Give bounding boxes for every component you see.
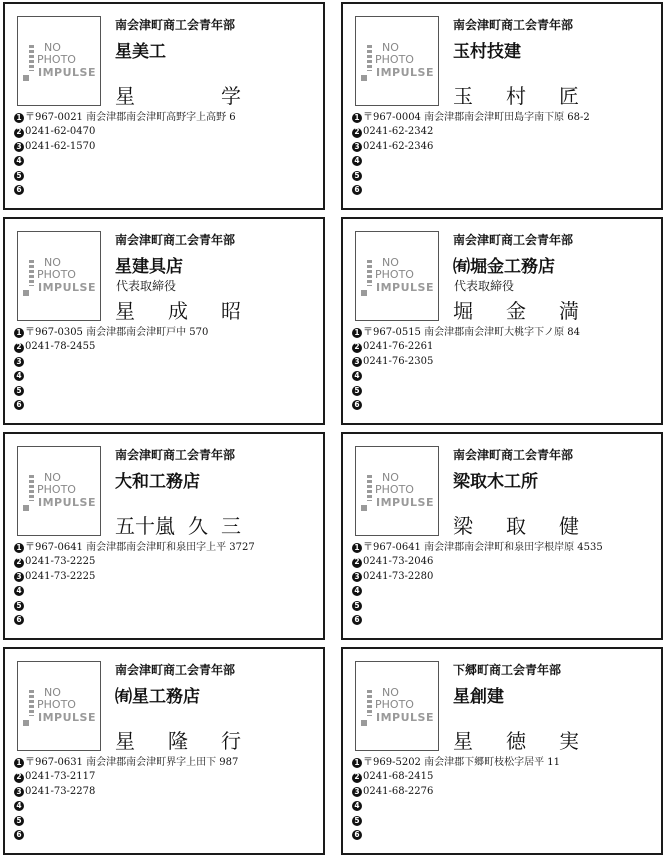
info-line-text: 0241-73-2046 bbox=[363, 556, 434, 568]
info-line bbox=[14, 584, 319, 598]
line-number-badge: 2 bbox=[14, 343, 24, 353]
business-card bbox=[3, 217, 325, 425]
info-line bbox=[14, 770, 319, 784]
person-name-part: 昭 bbox=[221, 298, 241, 323]
person-name-part: 玉 bbox=[453, 83, 473, 108]
line-number-badge: 3 bbox=[14, 142, 24, 152]
person-name-part: 星 bbox=[115, 298, 135, 323]
person-name-part: 健 bbox=[559, 513, 579, 538]
info-line bbox=[352, 814, 657, 828]
info-line-text: 0241-62-2346 bbox=[363, 140, 434, 152]
association-name: 南会津町商工会青年部 bbox=[115, 663, 236, 677]
info-line bbox=[14, 125, 319, 139]
info-line bbox=[352, 584, 657, 598]
line-number-badge: 1 bbox=[352, 543, 362, 553]
no-photo-placeholder bbox=[17, 231, 101, 321]
line-number-badge: 5 bbox=[352, 601, 362, 611]
impulse-logo-icon bbox=[23, 505, 29, 511]
info-line-text: 0241-73-2278 bbox=[25, 785, 96, 797]
person-name bbox=[115, 511, 241, 537]
info-line-text: 〒967-0631 南会津郡南会津町界字上田下 987 bbox=[25, 757, 239, 768]
person-name-part: 村 bbox=[506, 83, 526, 108]
no-photo-placeholder bbox=[17, 446, 101, 536]
person-name-part: 実 bbox=[559, 728, 579, 753]
info-line bbox=[14, 799, 319, 813]
placeholder-logo-text: IMPULSE bbox=[376, 711, 434, 724]
info-line-text: 0241-62-0470 bbox=[25, 126, 96, 138]
info-line-text: 0241-73-2117 bbox=[25, 771, 96, 783]
line-number-badge: 4 bbox=[14, 371, 24, 381]
line-number-badge: 2 bbox=[14, 773, 24, 783]
business-card bbox=[341, 647, 663, 855]
line-number-badge: 6 bbox=[14, 830, 24, 840]
line-number-badge: 4 bbox=[14, 156, 24, 166]
person-name-part: 梁 bbox=[453, 513, 473, 538]
line-number-badge: 4 bbox=[352, 156, 362, 166]
company-name: 星創建 bbox=[453, 687, 504, 707]
placeholder-text: NO bbox=[382, 41, 399, 54]
placeholder-text: NO bbox=[44, 471, 61, 484]
line-number-badge: 6 bbox=[14, 185, 24, 195]
person-name-part: 徳 bbox=[506, 728, 526, 753]
info-line bbox=[352, 140, 657, 154]
company-name: 梁取木工所 bbox=[453, 472, 538, 492]
info-line-text: 〒969-5202 南会津郡下郷町枝松字居平 11 bbox=[363, 757, 560, 768]
person-name-part: 成 bbox=[168, 298, 188, 323]
info-line bbox=[14, 814, 319, 828]
info-line bbox=[14, 384, 319, 398]
placeholder-logo-text: IMPULSE bbox=[38, 711, 96, 724]
person-name bbox=[115, 726, 241, 752]
info-line bbox=[14, 555, 319, 569]
line-number-badge: 3 bbox=[352, 787, 362, 797]
info-line-text: 0241-78-2455 bbox=[25, 341, 96, 353]
info-line bbox=[14, 183, 319, 197]
business-card bbox=[341, 432, 663, 640]
person-name-part: 行 bbox=[221, 728, 241, 753]
line-number-badge: 1 bbox=[352, 758, 362, 768]
placeholder-text: PHOTO bbox=[37, 698, 76, 711]
person-name-part: 堀 bbox=[453, 298, 473, 323]
placeholder-text: PHOTO bbox=[375, 53, 414, 66]
person-name-part: 三 bbox=[221, 513, 241, 538]
info-line bbox=[352, 340, 657, 354]
impulse-logo-icon bbox=[367, 45, 372, 71]
impulse-logo-icon bbox=[23, 290, 29, 296]
contact-info bbox=[352, 111, 657, 197]
impulse-logo-icon bbox=[29, 475, 34, 501]
line-number-badge: 3 bbox=[352, 357, 362, 367]
line-number-badge: 4 bbox=[14, 801, 24, 811]
no-photo-placeholder bbox=[17, 661, 101, 751]
info-line bbox=[352, 154, 657, 168]
info-line-text: 0241-68-2415 bbox=[363, 771, 434, 783]
person-name-part: 満 bbox=[559, 298, 579, 323]
line-number-badge: 5 bbox=[14, 171, 24, 181]
person-name bbox=[453, 511, 579, 537]
info-line bbox=[352, 384, 657, 398]
placeholder-text: PHOTO bbox=[375, 698, 414, 711]
info-line bbox=[14, 398, 319, 412]
info-line bbox=[352, 770, 657, 784]
placeholder-text: PHOTO bbox=[37, 483, 76, 496]
line-number-badge: 4 bbox=[352, 586, 362, 596]
person-name-part: 星 bbox=[453, 728, 473, 753]
line-number-badge: 5 bbox=[352, 816, 362, 826]
contact-info bbox=[14, 541, 319, 627]
info-line-text: 〒967-0641 南会津郡南会津町和泉田字上平 3727 bbox=[25, 542, 255, 553]
company-name: 星美工 bbox=[115, 42, 166, 62]
placeholder-text: NO bbox=[382, 471, 399, 484]
line-number-badge: 2 bbox=[352, 128, 362, 138]
impulse-logo-icon bbox=[29, 260, 34, 286]
impulse-logo-icon bbox=[361, 505, 367, 511]
info-line-text: 〒967-0004 南会津郡南会津町田島字南下原 68-2 bbox=[363, 112, 590, 123]
placeholder-text: PHOTO bbox=[37, 268, 76, 281]
impulse-logo-icon bbox=[361, 720, 367, 726]
business-card bbox=[3, 647, 325, 855]
line-number-badge: 6 bbox=[352, 615, 362, 625]
info-line bbox=[14, 756, 319, 770]
info-line bbox=[14, 599, 319, 613]
info-line bbox=[14, 154, 319, 168]
placeholder-logo-text: IMPULSE bbox=[38, 496, 96, 509]
person-name-part: 久 bbox=[188, 513, 208, 538]
info-line bbox=[14, 541, 319, 555]
line-number-badge: 4 bbox=[14, 586, 24, 596]
placeholder-text: NO bbox=[382, 256, 399, 269]
line-number-badge: 6 bbox=[14, 615, 24, 625]
info-line bbox=[352, 785, 657, 799]
info-line bbox=[352, 111, 657, 125]
placeholder-logo-text: IMPULSE bbox=[376, 66, 434, 79]
line-number-badge: 4 bbox=[352, 801, 362, 811]
info-line bbox=[352, 183, 657, 197]
info-line-text: 〒967-0515 南会津郡南会津町大桃字下ノ原 84 bbox=[363, 327, 580, 338]
line-number-badge: 3 bbox=[14, 572, 24, 582]
placeholder-logo-text: IMPULSE bbox=[38, 66, 96, 79]
info-line bbox=[352, 169, 657, 183]
info-line-text: 0241-73-2225 bbox=[25, 556, 96, 568]
business-card bbox=[341, 217, 663, 425]
line-number-badge: 3 bbox=[14, 357, 24, 367]
line-number-badge: 6 bbox=[352, 185, 362, 195]
impulse-logo-icon bbox=[361, 75, 367, 81]
contact-info bbox=[352, 541, 657, 627]
association-name: 南会津町商工会青年部 bbox=[115, 448, 236, 462]
association-name: 南会津町商工会青年部 bbox=[115, 233, 236, 247]
impulse-logo-icon bbox=[367, 260, 372, 286]
placeholder-text: PHOTO bbox=[375, 268, 414, 281]
association-name: 南会津町商工会青年部 bbox=[453, 233, 574, 247]
company-name: 玉村技建 bbox=[453, 42, 521, 62]
company-name: ㈲星工務店 bbox=[115, 687, 200, 707]
impulse-logo-icon bbox=[367, 475, 372, 501]
info-line bbox=[14, 613, 319, 627]
info-line bbox=[352, 599, 657, 613]
info-line bbox=[352, 326, 657, 340]
line-number-badge: 3 bbox=[14, 787, 24, 797]
contact-info bbox=[352, 756, 657, 842]
job-title: 代表取締役 bbox=[454, 279, 515, 293]
placeholder-logo-text: IMPULSE bbox=[376, 496, 434, 509]
person-name-part: 学 bbox=[221, 83, 241, 108]
line-number-badge: 4 bbox=[352, 371, 362, 381]
person-name bbox=[453, 726, 579, 752]
impulse-logo-icon bbox=[23, 75, 29, 81]
placeholder-logo-text: IMPULSE bbox=[38, 281, 96, 294]
impulse-logo-icon bbox=[29, 45, 34, 71]
line-number-badge: 1 bbox=[352, 113, 362, 123]
info-line bbox=[352, 799, 657, 813]
job-title: 代表取締役 bbox=[116, 279, 177, 293]
contact-info bbox=[352, 326, 657, 412]
line-number-badge: 1 bbox=[352, 328, 362, 338]
line-number-badge: 6 bbox=[352, 400, 362, 410]
impulse-logo-icon bbox=[361, 290, 367, 296]
info-line bbox=[14, 326, 319, 340]
line-number-badge: 2 bbox=[352, 773, 362, 783]
info-line-text: 0241-76-2261 bbox=[363, 341, 434, 353]
no-photo-placeholder bbox=[355, 16, 439, 106]
line-number-badge: 2 bbox=[14, 558, 24, 568]
info-line bbox=[14, 340, 319, 354]
info-line bbox=[14, 111, 319, 125]
company-name: 星建具店 bbox=[115, 257, 183, 277]
info-line bbox=[352, 369, 657, 383]
info-line bbox=[14, 140, 319, 154]
placeholder-text: NO bbox=[44, 256, 61, 269]
contact-info bbox=[14, 111, 319, 197]
info-line-text: 0241-62-1570 bbox=[25, 140, 96, 152]
association-name: 南会津町商工会青年部 bbox=[453, 18, 574, 32]
person-name-part: 金 bbox=[506, 298, 526, 323]
impulse-logo-icon bbox=[23, 720, 29, 726]
line-number-badge: 5 bbox=[14, 601, 24, 611]
info-line bbox=[14, 355, 319, 369]
info-line-text: 0241-68-2276 bbox=[363, 785, 434, 797]
info-line bbox=[352, 398, 657, 412]
line-number-badge: 2 bbox=[352, 343, 362, 353]
person-name-part: 匠 bbox=[559, 83, 579, 108]
company-name: 大和工務店 bbox=[115, 472, 200, 492]
line-number-badge: 1 bbox=[14, 113, 24, 123]
line-number-badge: 5 bbox=[352, 171, 362, 181]
placeholder-text: PHOTO bbox=[375, 483, 414, 496]
line-number-badge: 3 bbox=[352, 572, 362, 582]
no-photo-placeholder bbox=[17, 16, 101, 106]
person-name-part: 取 bbox=[506, 513, 526, 538]
info-line bbox=[352, 613, 657, 627]
impulse-logo-icon bbox=[29, 690, 34, 716]
placeholder-text: NO bbox=[382, 686, 399, 699]
info-line bbox=[14, 169, 319, 183]
no-photo-placeholder bbox=[355, 446, 439, 536]
info-line bbox=[352, 555, 657, 569]
info-line-text: 〒967-0021 南会津郡南会津町高野字上高野 6 bbox=[25, 112, 236, 123]
person-name-part: 星 bbox=[115, 728, 135, 753]
impulse-logo-icon bbox=[367, 690, 372, 716]
info-line-text: 0241-76-2305 bbox=[363, 355, 434, 367]
line-number-badge: 5 bbox=[14, 816, 24, 826]
person-name-part: 五十嵐 bbox=[115, 513, 175, 538]
association-name: 下郷町商工会青年部 bbox=[453, 663, 562, 677]
association-name: 南会津町商工会青年部 bbox=[453, 448, 574, 462]
line-number-badge: 2 bbox=[14, 128, 24, 138]
person-name-part: 星 bbox=[115, 83, 135, 108]
line-number-badge: 3 bbox=[352, 142, 362, 152]
contact-info bbox=[14, 756, 319, 842]
contact-info bbox=[14, 326, 319, 412]
person-name bbox=[453, 81, 579, 107]
info-line-text: 〒967-0641 南会津郡南会津町和泉田字根岸原 4535 bbox=[363, 542, 603, 553]
person-name bbox=[453, 296, 579, 322]
info-line bbox=[352, 828, 657, 842]
line-number-badge: 6 bbox=[352, 830, 362, 840]
placeholder-text: PHOTO bbox=[37, 53, 76, 66]
info-line bbox=[352, 125, 657, 139]
info-line bbox=[14, 369, 319, 383]
info-line-text: 0241-73-2280 bbox=[363, 570, 434, 582]
info-line bbox=[14, 570, 319, 584]
info-line bbox=[14, 785, 319, 799]
line-number-badge: 5 bbox=[14, 386, 24, 396]
no-photo-placeholder bbox=[355, 661, 439, 751]
info-line bbox=[352, 355, 657, 369]
info-line-text: 0241-62-2342 bbox=[363, 126, 434, 138]
company-name: ㈲堀金工務店 bbox=[453, 257, 555, 277]
placeholder-logo-text: IMPULSE bbox=[376, 281, 434, 294]
association-name: 南会津町商工会青年部 bbox=[115, 18, 236, 32]
info-line bbox=[352, 570, 657, 584]
person-name-part: 隆 bbox=[168, 728, 188, 753]
line-number-badge: 1 bbox=[14, 328, 24, 338]
info-line-text: 0241-73-2225 bbox=[25, 570, 96, 582]
placeholder-text: NO bbox=[44, 686, 61, 699]
business-card bbox=[341, 2, 663, 210]
info-line-text: 〒967-0305 南会津郡南会津町戸中 570 bbox=[25, 327, 209, 338]
line-number-badge: 2 bbox=[352, 558, 362, 568]
no-photo-placeholder bbox=[355, 231, 439, 321]
line-number-badge: 1 bbox=[14, 543, 24, 553]
line-number-badge: 5 bbox=[352, 386, 362, 396]
info-line bbox=[352, 541, 657, 555]
business-card bbox=[3, 432, 325, 640]
info-line bbox=[14, 828, 319, 842]
placeholder-text: NO bbox=[44, 41, 61, 54]
line-number-badge: 1 bbox=[14, 758, 24, 768]
person-name bbox=[115, 81, 241, 107]
line-number-badge: 6 bbox=[14, 400, 24, 410]
info-line bbox=[352, 756, 657, 770]
person-name bbox=[115, 296, 241, 322]
business-card bbox=[3, 2, 325, 210]
